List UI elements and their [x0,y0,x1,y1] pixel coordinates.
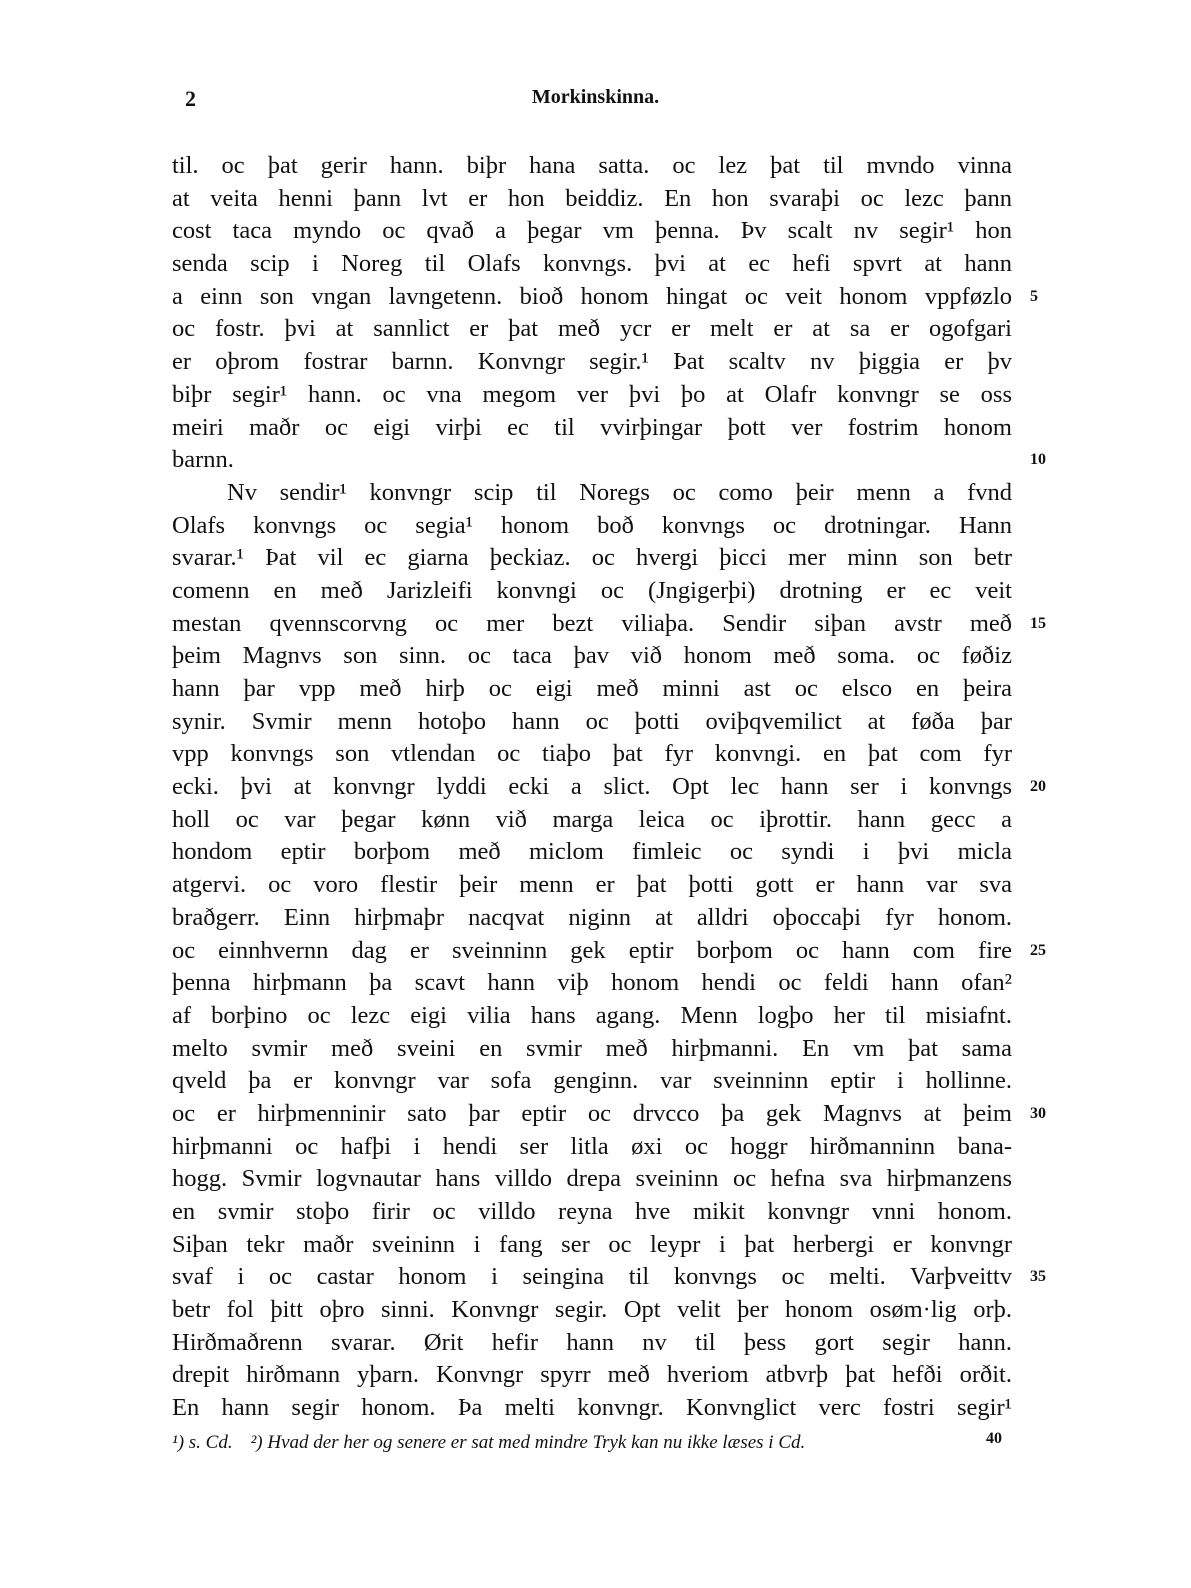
line-number: 25 [1030,941,1046,959]
line-text: oc er hirþmenninir sato þar eptir oc drvcco þa gek Magnvs at þeim [172,1099,1012,1127]
line-text: þenna hirþmann þa scavt hann viþ honom hendi oc feldi hann ofan² [172,969,1012,997]
line-text: hann þar vpp með hirþ oc eigi með minni ast oc elsco en þeira [172,675,1012,702]
text-line [172,1033,1012,1066]
text-line [172,967,1012,1000]
line-text: at veita henni þann lvt er hon beiddiz. En hon svaraþi oc lezc þann [172,184,1012,212]
line-text: En hann segir honom. Þa melti konvngr. Konvnglict verc fostri segir¹ [172,1394,1012,1422]
line-text: en svmir stoþo firir oc villdo reyna hve mikit konvngr vnni honom. [172,1198,1012,1225]
line-text: biþr segir¹ hann. oc vna megom ver þvi þo at Olafr konvngr se oss [172,380,1012,408]
line-number: 35 [1030,1268,1046,1286]
footnote: ¹) s. Cd. [172,1432,233,1453]
text-line [172,313,1012,346]
line-number: 20 [1030,778,1046,796]
text-line [172,575,1012,608]
text-line [172,444,1046,477]
line-text: atgervi. oc voro flestir þeir menn er þat þotti gott er hann var sva [172,871,1012,899]
line-number: 5 [1030,287,1038,305]
line-text: comenn en með Jarizleifi konvngi oc (Jngigerþi) drotning er ec veit [172,576,1012,604]
text-line [172,1392,1012,1425]
text-line [172,215,1012,248]
text-line [172,412,1012,445]
text-line [172,1131,1012,1164]
line-text: Nv sendir¹ konvngr scip til Noregs oc como þeir menn a fvnd [227,478,1012,506]
running-title: Morkinskinna. [531,86,660,108]
page-header [0,86,1191,116]
text-line [172,150,1012,183]
text-line [172,1000,1012,1033]
line-text: er oþrom fostrar barnn. Konvngr segir.¹ Þat scaltv nv þiggia er þv [172,348,1012,376]
line-text: vpp konvngs son vtlendan oc tiaþo þat fyr konvngi. en þat com fyr [172,740,1012,768]
text-line [172,935,1046,968]
text-line [172,673,1012,706]
text-line [172,510,1012,543]
text-line [172,1065,1012,1098]
line-text: melto svmir með sveini en svmir með hirþmanni. En vm þat sama [172,1034,1012,1062]
line-text: holl oc var þegar kønn við marga leica oc iþrottir. hann gecc a [172,805,1012,833]
line-text: oc einnhvernn dag er sveinninn gek eptir borþom oc hann com fire [172,936,1012,964]
line-text: braðgerr. Einn hirþmaþr nacqvat niginn at alldri oþoccaþi fyr honom. [172,903,1012,931]
line-text: svarar.¹ Þat vil ec giarna þeckiaz. oc hvergi þicci mer minn son betr [172,544,1012,572]
line-text: af borþino oc lezc eigi vilia hans agang. Menn logþo her til misiafnt. [172,1001,1012,1029]
footnotes [172,1432,1012,1454]
line-text: svaf i oc castar honom i seingina til konvngs oc melti. Varþveittv [172,1263,1012,1291]
text-line [172,1163,1012,1196]
text-line [172,640,1012,673]
text-line [172,902,1012,935]
line-text: meiri maðr oc eigi virþi ec til vvirþingar þott ver fostrim honom [172,413,1012,441]
text-line [172,248,1012,281]
text-line [172,281,1038,314]
line-text: synir. Svmir menn hotoþo hann oc þotti oviþqvemilict at føða þar [172,707,1012,735]
text-line [172,1359,1012,1392]
line-number: 15 [1030,614,1046,632]
text-line [172,738,1012,771]
text-line [172,836,1012,869]
text-line [172,379,1012,412]
line-text: hogg. Svmir logvnautar hans villdo drepa sveininn oc hefna sva hirþmanzens [172,1165,1012,1193]
text-line [172,869,1012,902]
line-text: cost taca myndo oc qvað a þegar vm þenna. Þv scalt nv segir¹ hon [172,217,1012,245]
line-text: til. oc þat gerir hann. biþr hana satta. oc lez þat til mvndo vinna [172,152,1012,179]
text-line [172,1229,1012,1262]
line-text: senda scip i Noreg til Olafs konvngs. þvi at ec hefi spvrt at hann [172,250,1012,278]
line-number: 10 [1030,451,1046,469]
text-line [172,1196,1012,1229]
text-line [172,346,1012,379]
footnote: ²) Hvad der her og senere er sat med mindre Tryk kan nu ikke læses i Cd. [250,1432,806,1453]
text-line [172,771,1046,804]
text-line [172,804,1012,837]
page-number: 2 [185,86,196,111]
line-text: Hirðmaðrenn svarar. Ørit hefir hann nv til þess gort segir hann. [172,1328,1012,1356]
line-number: 30 [1030,1104,1046,1122]
line-text: ecki. þvi at konvngr lyddi ecki a slict. Opt lec hann ser i konvngs [172,773,1012,801]
line-text: a einn son vngan lavngetenn. bioð honom hingat oc veit honom vppføzlo [172,282,1012,310]
text-line [172,1327,1012,1360]
text-line [172,1261,1046,1294]
text-line [172,706,1012,739]
line-text: Olafs konvngs oc segia¹ honom boð konvngs oc drotningar. Hann [172,511,1012,539]
text-line [172,542,1012,575]
line-text: hirþmanni oc hafþi i hendi ser litla øxi oc hoggr hirðmanninn bana- [172,1132,1012,1160]
line-number: 40 [986,1430,1002,1447]
text-line [172,477,1012,510]
line-text: barnn. [172,446,234,474]
line-text: oc fostr. þvi at sannlict er þat með ycr er melt er at sa er ogofgari [172,315,1012,343]
line-text: mestan qvennscorvng oc mer bezt viliaþa. Sendir siþan avstr með [172,609,1012,637]
line-text: Siþan tekr maðr sveininn i fang ser oc leypr i þat herbergi er konvngr [172,1230,1012,1258]
line-text: þeim Magnvs son sinn. oc taca þav við honom með soma. oc føðiz [172,642,1012,670]
line-text: drepit hirðmann yþarn. Konvngr spyrr með hveriom atbvrþ þat hefði orðit. [172,1361,1012,1389]
text-line [172,608,1046,641]
line-text: qveld þa er konvngr var sofa genginn. var sveinninn eptir i hollinne. [172,1067,1012,1095]
body-text [172,150,1046,1425]
text-line [172,183,1012,216]
text-line [172,1098,1046,1131]
line-text: hondom eptir borþom með miclom fimleic oc syndi i þvi micla [172,838,1012,866]
text-line [172,1294,1012,1327]
line-text: betr fol þitt oþro sinni. Konvngr segir. Opt velit þer honom osøm·lig orþ. [172,1296,1012,1324]
